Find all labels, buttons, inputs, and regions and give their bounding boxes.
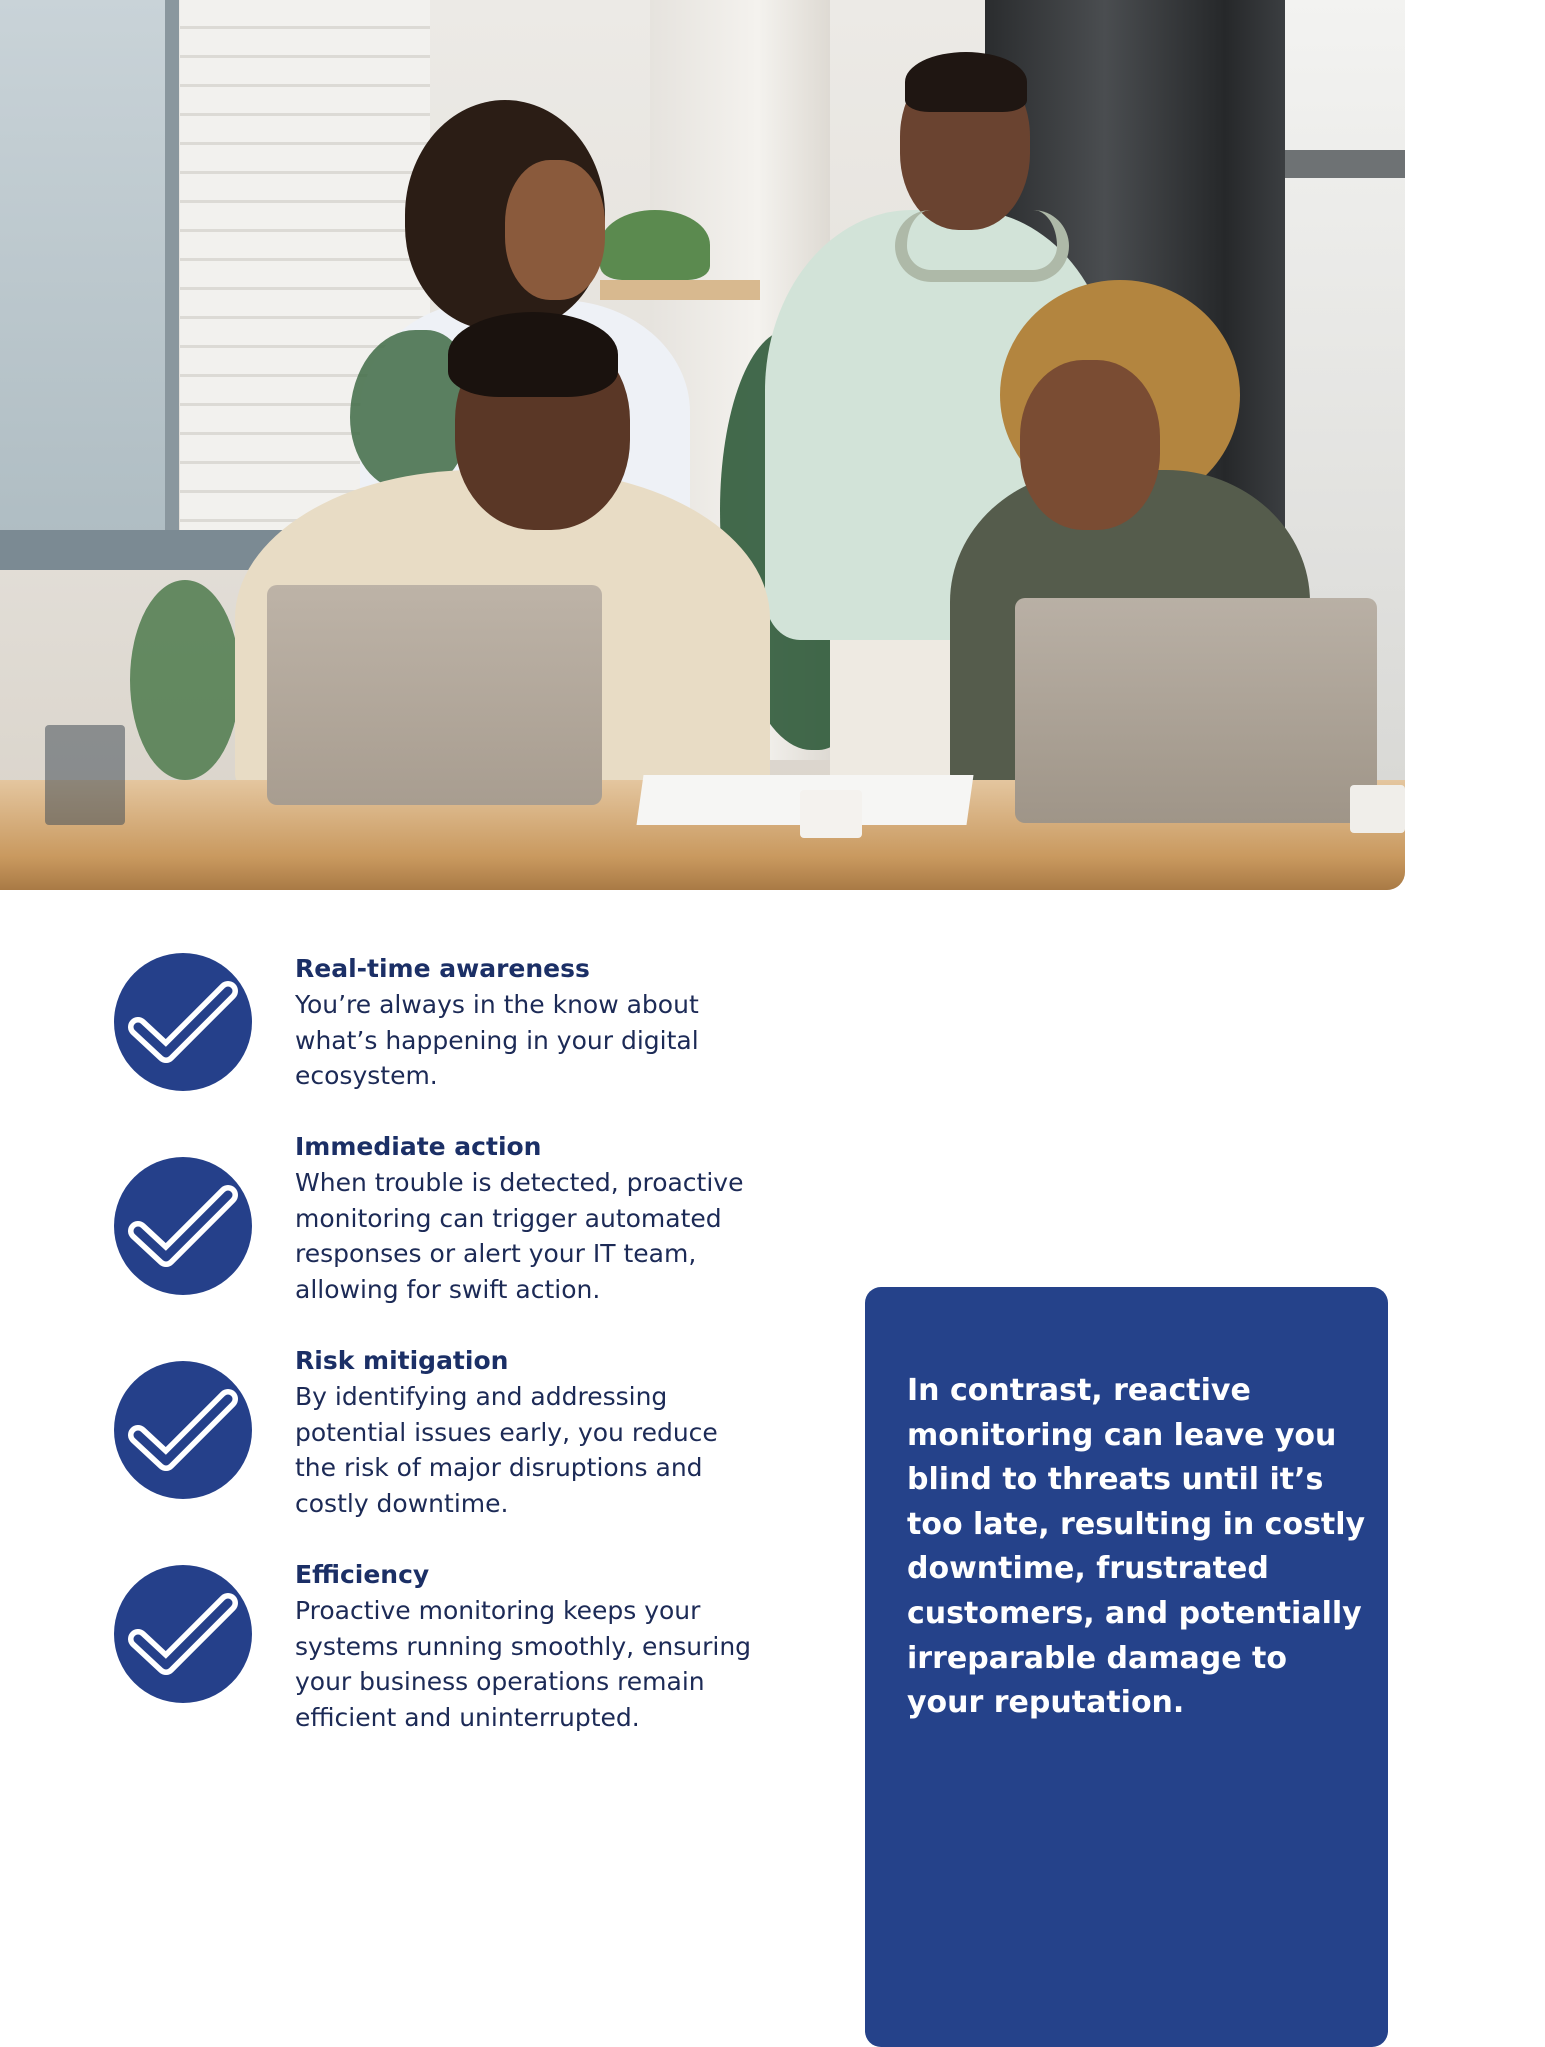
benefit-description: When trouble is detected, proactive monitoring can trigger automated responses or alert your IT team, allowing for swift action.	[295, 1168, 744, 1304]
check-circle-icon	[114, 953, 252, 1091]
benefit-title: Efficiency	[295, 1560, 430, 1589]
callout-text: In contrast, reactive monitoring can leave you blind to threats until it’s too late, resulting in costly downtime, frustrated customers, and potentially irreparable damage to your reputation.	[907, 1373, 1366, 1721]
check-circle-icon	[114, 1157, 252, 1295]
benefit-title: Immediate action	[295, 1132, 542, 1161]
benefit-title: Real-time awareness	[295, 954, 590, 983]
check-circle-icon	[114, 1361, 252, 1499]
hero-photo	[0, 0, 1405, 890]
benefit-description: Proactive monitoring keeps your systems running smoothly, ensuring your business operations remain efficient and uninterrupted.	[295, 1596, 752, 1732]
benefit-description: You’re always in the know about what’s happening in your digital ecosystem.	[295, 990, 699, 1090]
callout-panel	[865, 1287, 1388, 2047]
benefit-title: Risk mitigation	[295, 1346, 509, 1375]
benefit-description: By identifying and addressing potential issues early, you reduce the risk of major disruptions and costly downtime.	[295, 1382, 718, 1518]
check-circle-icon	[114, 1565, 252, 1703]
